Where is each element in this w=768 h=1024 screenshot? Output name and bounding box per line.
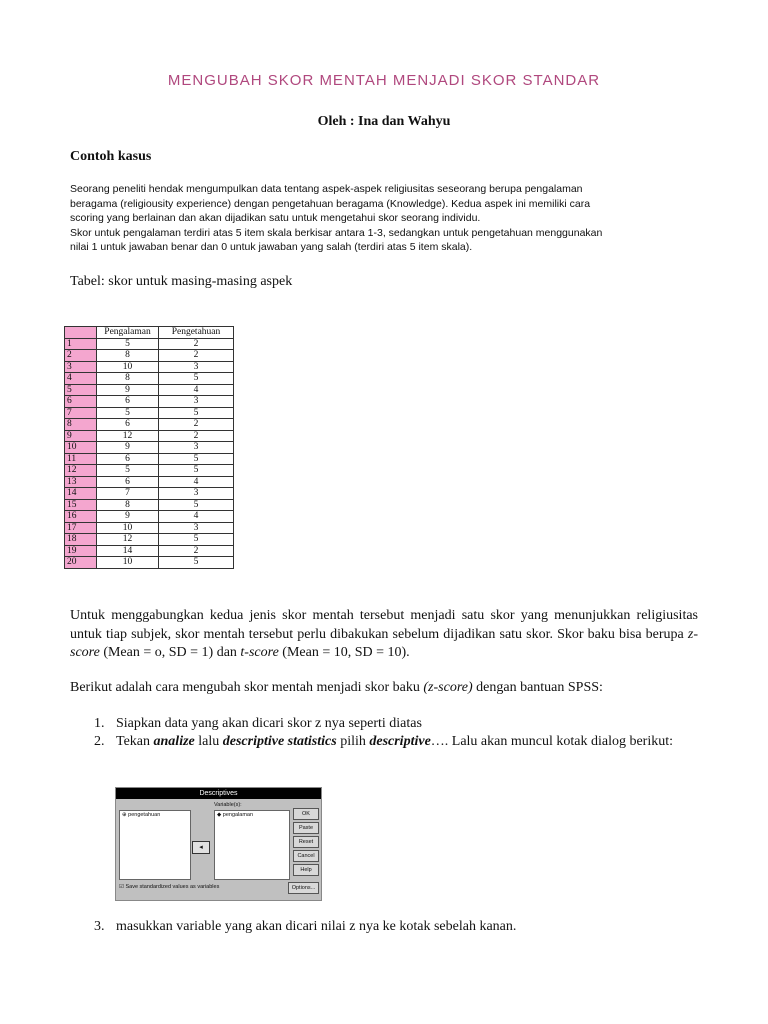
pengalaman-cell: 10 [97, 522, 159, 534]
pengetahuan-cell: 2 [159, 545, 234, 557]
table-row [65, 557, 234, 569]
table-row [65, 384, 234, 396]
pengetahuan-cell: 5 [159, 453, 234, 465]
pengalaman-cell: 8 [97, 373, 159, 385]
move-variable-button[interactable]: ◂ [192, 841, 210, 854]
header-pengetahuan: Pengetahuan [159, 327, 234, 339]
pengalaman-cell: 10 [97, 557, 159, 569]
variable-label: pengalaman [222, 812, 254, 818]
pengalaman-cell: 6 [97, 396, 159, 408]
step-text: pilih [336, 734, 370, 749]
table-caption: Tabel: skor untuk masing-masing aspek [70, 274, 293, 289]
table-row [65, 396, 234, 408]
row-index-cell: 14 [65, 488, 97, 500]
pengalaman-cell: 6 [97, 419, 159, 431]
table-row [65, 442, 234, 454]
pengalaman-cell: 5 [97, 407, 159, 419]
pengalaman-cell: 8 [97, 499, 159, 511]
pengalaman-cell: 8 [97, 350, 159, 362]
row-index-cell: 3 [65, 361, 97, 373]
table-row [65, 338, 234, 350]
row-index-cell: 2 [65, 350, 97, 362]
para-text: (Mean = o, SD = 1) dan [99, 645, 241, 660]
table-row [65, 361, 234, 373]
table-row [65, 534, 234, 546]
row-index-cell: 5 [65, 384, 97, 396]
step-number: 3. [94, 919, 105, 934]
pengalaman-cell: 9 [97, 442, 159, 454]
row-index-cell: 17 [65, 522, 97, 534]
table-row [65, 488, 234, 500]
table-row [65, 453, 234, 465]
pengetahuan-cell: 4 [159, 384, 234, 396]
checkbox-label: Save standardized values as variables [125, 884, 220, 890]
reset-button[interactable]: Reset [293, 836, 319, 848]
help-button[interactable]: Help [293, 864, 319, 876]
para-text: Untuk menggabungkan kedua jenis skor mentah tersebut menjadi satu skor yang menunjukkan religiusitas untuk tiap subjek, skor mentah tersebut perlu dibakukan sebelum dijadikan satu skor. Skor baku bisa berupa [70, 608, 698, 642]
intro-paragraph [70, 182, 710, 255]
pengetahuan-cell: 2 [159, 338, 234, 350]
section-heading: Contoh kasus [70, 149, 152, 164]
pengalaman-cell: 10 [97, 361, 159, 373]
step-text: masukkan variable yang akan dicari nilai z nya ke kotak sebelah kanan. [116, 919, 517, 934]
table-row [65, 545, 234, 557]
step-text: Tekan [116, 734, 154, 749]
paragraph-zscore-intro [70, 607, 698, 663]
row-index-cell: 13 [65, 476, 97, 488]
pengetahuan-cell: 2 [159, 430, 234, 442]
options-button[interactable]: Options... [288, 882, 319, 894]
table-row [65, 350, 234, 362]
table-body [65, 338, 234, 568]
variable-list-label: Variable(s): [214, 802, 242, 808]
table-header-row [65, 327, 234, 339]
table-row [65, 419, 234, 431]
pengetahuan-cell: 2 [159, 350, 234, 362]
variable-label: pengetahuan [128, 812, 161, 818]
paragraph-spss-intro [70, 679, 698, 698]
step-2 [70, 733, 700, 751]
source-variable-list[interactable] [119, 810, 191, 880]
row-index-cell: 7 [65, 407, 97, 419]
zscore-term: z-score [70, 626, 698, 660]
pengetahuan-cell: 2 [159, 419, 234, 431]
row-index-cell: 19 [65, 545, 97, 557]
paste-button[interactable]: Paste [293, 822, 319, 834]
document-title: MENGUBAH SKOR MENTAH MENJADI SKOR STANDAR [167, 72, 601, 89]
pengalaman-cell: 9 [97, 511, 159, 523]
pengalaman-cell: 6 [97, 453, 159, 465]
table-row [65, 465, 234, 477]
row-index-cell: 10 [65, 442, 97, 454]
step-text: …. Lalu akan muncul kotak dialog berikut: [430, 734, 673, 749]
pengetahuan-cell: 5 [159, 407, 234, 419]
step-text: Siapkan data yang akan dicari skor z nya seperti diatas [116, 716, 422, 731]
pengetahuan-cell: 3 [159, 396, 234, 408]
step-3 [70, 918, 700, 936]
table-row [65, 499, 234, 511]
row-index-cell: 15 [65, 499, 97, 511]
table-row [65, 522, 234, 534]
pengetahuan-cell: 4 [159, 511, 234, 523]
menu-term-analize: analize [153, 734, 195, 749]
row-index-cell: 1 [65, 338, 97, 350]
para-text: Berikut adalah cara mengubah skor mentah menjadi skor baku [70, 680, 424, 695]
table-row [65, 373, 234, 385]
step-number: 2. [94, 734, 105, 749]
menu-term-descriptive: descriptive [369, 734, 431, 749]
step-1 [70, 715, 700, 733]
tscore-term: t-score [240, 645, 279, 660]
intro-line: nilai 1 untuk jawaban benar dan 0 untuk jawaban yang salah (terdiri atas 5 item skala). [70, 241, 473, 253]
intro-line: Seorang peneliti hendak mengumpulkan data tentang aspek-aspek religiusitas seseorang berupa pengalaman [70, 183, 583, 195]
pengetahuan-cell: 5 [159, 534, 234, 546]
row-index-cell: 8 [65, 419, 97, 431]
dialog-title: Descriptives [116, 788, 321, 799]
pengalaman-cell: 12 [97, 534, 159, 546]
row-index-cell: 11 [65, 453, 97, 465]
authors-line: Oleh : Ina dan Wahyu [317, 114, 451, 129]
table-row [65, 511, 234, 523]
table-row [65, 407, 234, 419]
pengalaman-cell: 14 [97, 545, 159, 557]
step-text: lalu [194, 734, 223, 749]
row-index-cell: 20 [65, 557, 97, 569]
spss-descriptives-dialog [115, 787, 322, 901]
step-number: 1. [94, 716, 105, 731]
pengetahuan-cell: 5 [159, 557, 234, 569]
menu-term-descriptive-statistics: descriptive statistics [222, 734, 337, 749]
table-row [65, 430, 234, 442]
target-variable-list[interactable] [214, 810, 290, 880]
pengetahuan-cell: 5 [159, 373, 234, 385]
pengetahuan-cell: 3 [159, 522, 234, 534]
pengetahuan-cell: 3 [159, 488, 234, 500]
zscore-term: (z-score) [423, 680, 473, 695]
table-row [65, 476, 234, 488]
intro-line: beragama (religiousity experience) dengan pengetahuan beragama (Knowledge). Kedua aspek ini memiliki cara [70, 197, 591, 210]
pengalaman-cell: 7 [97, 488, 159, 500]
row-index-cell: 6 [65, 396, 97, 408]
cancel-button[interactable]: Cancel [293, 850, 319, 862]
pengalaman-cell: 5 [97, 338, 159, 350]
pengetahuan-cell: 3 [159, 361, 234, 373]
variable-icon: ⊕ [122, 812, 127, 818]
save-standardized-checkbox[interactable] [119, 884, 219, 890]
pengetahuan-cell: 5 [159, 465, 234, 477]
checkbox-icon: ☑ [119, 884, 124, 890]
header-index-cell [65, 327, 97, 339]
pengalaman-cell: 9 [97, 384, 159, 396]
row-index-cell: 12 [65, 465, 97, 477]
pengetahuan-cell: 4 [159, 476, 234, 488]
pengetahuan-cell: 3 [159, 442, 234, 454]
intro-line: scoring yang berlainan dan akan dijadikan satu untuk mengetahui skor seorang individu. [70, 212, 481, 224]
variable-icon: ◆ [217, 812, 222, 818]
list-item[interactable] [120, 811, 190, 819]
score-table [64, 326, 234, 569]
steps-list [70, 715, 700, 751]
list-item[interactable] [215, 811, 289, 819]
header-pengalaman: Pengalaman [97, 327, 159, 339]
steps-list-continued [70, 918, 700, 936]
row-index-cell: 16 [65, 511, 97, 523]
row-index-cell: 9 [65, 430, 97, 442]
row-index-cell: 4 [65, 373, 97, 385]
para-text: (Mean = 10, SD = 10). [278, 645, 410, 660]
intro-line: Skor untuk pengalaman terdiri atas 5 item skala berkisar antara 1-3, sedangkan untuk pengetahuan menggunakan [70, 226, 603, 239]
pengetahuan-cell: 5 [159, 499, 234, 511]
pengalaman-cell: 6 [97, 476, 159, 488]
pengalaman-cell: 5 [97, 465, 159, 477]
ok-button[interactable]: OK [293, 808, 319, 820]
pengalaman-cell: 12 [97, 430, 159, 442]
row-index-cell: 18 [65, 534, 97, 546]
para-text: dengan bantuan SPSS: [472, 680, 603, 695]
